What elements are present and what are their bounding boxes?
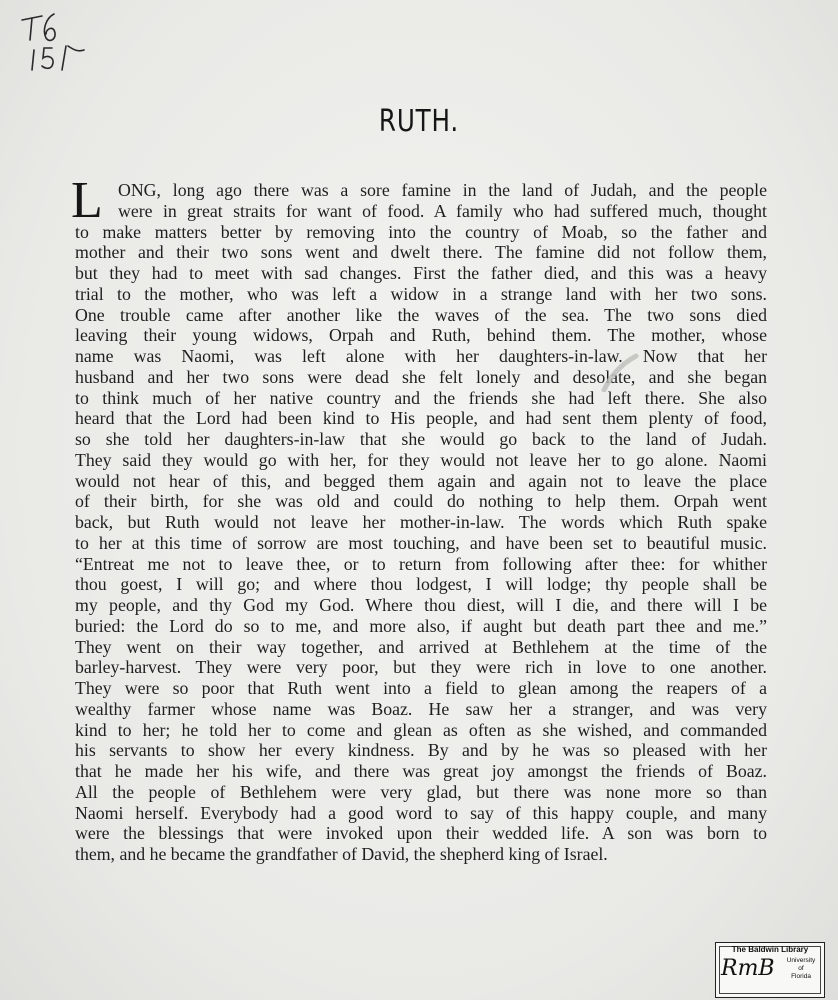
- stamp-university-line: University: [786, 957, 816, 964]
- text-line: thou goest, I will go; and where thou lodgest, I will lodge; thy people shall be: [75, 574, 767, 595]
- handwritten-shelf-mark: [14, 6, 94, 76]
- text-line: kind to her; he told her to come and glean as often as she wished, and commanded: [75, 719, 767, 740]
- text-line: to her at this time of sorrow are most touching, and have been set to beautiful music.: [75, 532, 767, 553]
- stamp-of-line: of: [798, 965, 804, 972]
- story-text: [75, 180, 767, 865]
- library-stamp: [715, 942, 825, 998]
- text-line: that he made her his wife, and there was great joy amongst the friends of Boaz.: [75, 761, 767, 781]
- text-line: heard that the Lord had been kind to His people, and had sent them plenty of food,: [75, 408, 767, 429]
- text-line: All the people of Bethlehem were very glad, but there was none more so than: [75, 781, 767, 802]
- paper-scratch-mark: [600, 352, 640, 392]
- page-title: RUTH.: [378, 104, 460, 139]
- text-line: to make matters better by removing into the country of Moab, so the father and: [75, 221, 767, 242]
- stamp-library-name: The Baldwin Library: [731, 945, 809, 954]
- text-line: were the blessings that were invoked upon their wedded life. A son was born to: [75, 823, 767, 844]
- stamp-florida-line: Florida: [791, 973, 811, 980]
- text-line: They were so poor that Ruth went into a field to glean among the reapers of a: [75, 678, 767, 698]
- text-line: They said they would go with her, for they would not leave her to go alone. Naomi: [75, 449, 767, 470]
- text-line: of their birth, for she was old and could do nothing to help them. Orpah went: [75, 491, 767, 512]
- text-line: name was Naomi, was left alone with her daughters-in-law. Now that her: [75, 346, 767, 366]
- text-line: would not hear of this, and begged them again and again not to leave the place: [75, 470, 767, 491]
- text-line: barley-harvest. They were very poor, but they were rich in love to one another.: [75, 657, 767, 678]
- text-line: my people, and thy God my God. Where thou diest, will I die, and there will I be: [75, 595, 767, 615]
- text-line: buried: the Lord do so to me, and more also, if aught but death part thee and me.”: [75, 615, 767, 636]
- text-line: They went on their way together, and arrived at Bethlehem at the time of the: [75, 636, 767, 657]
- text-line: “Entreat me not to leave thee, or to return from following after thee: for whither: [75, 553, 767, 574]
- drop-cap: L: [71, 172, 103, 229]
- text-line: husband and her two sons were dead she felt lonely and desolate, and she began: [75, 366, 767, 387]
- text-line: were in great straits for want of food. A family who had suffered much, thought: [118, 200, 767, 221]
- stamp-logo: RmB: [721, 956, 775, 981]
- stamp-university-label: [782, 957, 820, 981]
- text-line: ONG, long ago there was a sore famine in the land of Judah, and the people: [118, 180, 767, 200]
- text-line: but they had to meet with sad changes. First the father died, and this was a heavy: [75, 263, 767, 283]
- text-line: leaving their young widows, Orpah and Ruth, behind them. The mother, whose: [75, 325, 767, 346]
- text-line: so she told her daughters-in-law that she would go back to the land of Judah.: [75, 429, 767, 449]
- text-line: to think much of her native country and the friends she had left there. She also: [75, 387, 767, 408]
- text-line: mother and their two sons went and dwelt there. The famine did not follow them,: [75, 242, 767, 263]
- text-line: Naomi herself. Everybody had a good word to say of this happy couple, and many: [75, 802, 767, 823]
- text-line: his servants to show her every kindness. By and by he was so pleased with her: [75, 740, 767, 761]
- text-line: One trouble came after another like the waves of the sea. The two sons died: [75, 304, 767, 325]
- text-line: trial to the mother, who was left a widow in a strange land with her two sons.: [75, 283, 767, 304]
- text-line: back, but Ruth would not leave her mother-in-law. The words which Ruth spake: [75, 512, 767, 532]
- text-line: wealthy farmer whose name was Boaz. He saw her a stranger, and was very: [75, 698, 767, 719]
- text-line: them, and he became the grandfather of David, the shepherd king of Israel.: [75, 844, 608, 864]
